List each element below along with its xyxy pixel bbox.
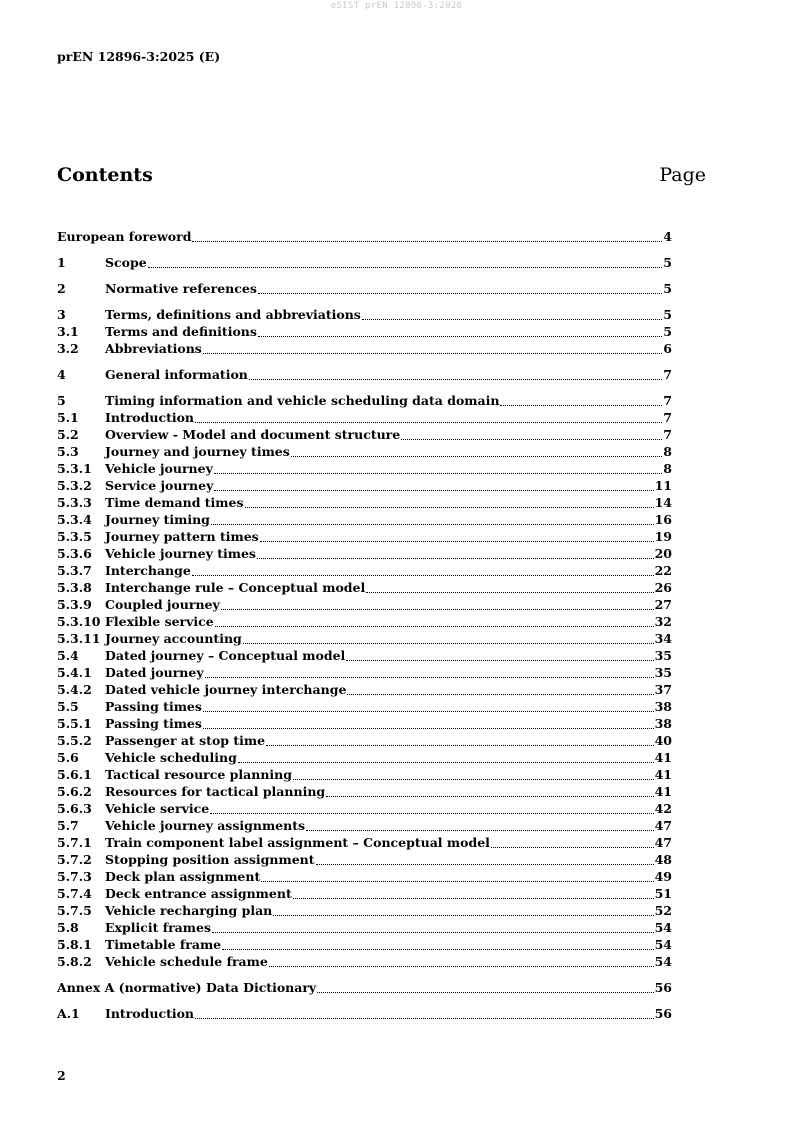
toc-entry-title: Journey accounting xyxy=(105,631,242,646)
toc-entry[interactable] xyxy=(57,869,672,886)
toc-entry-page: 4 xyxy=(663,229,672,244)
toc-entry-title: Timing information and vehicle scheduling data domain xyxy=(105,393,500,408)
toc-entry-page: 38 xyxy=(654,699,672,714)
toc-entry-number: 5.3.2 xyxy=(57,478,92,493)
toc-entry-number: 5.7 xyxy=(57,818,79,833)
toc-entry-page: 5 xyxy=(663,307,672,322)
toc-entry-page: 51 xyxy=(654,886,672,901)
toc-dot-leader xyxy=(210,812,653,814)
toc-entry[interactable] xyxy=(57,529,672,546)
toc-dot-leader xyxy=(362,318,662,320)
toc-dot-leader xyxy=(366,591,653,593)
toc-entry-number: 3.1 xyxy=(57,324,79,339)
toc-dot-leader xyxy=(221,608,654,610)
toc-entry-title: Journey timing xyxy=(105,512,210,527)
toc-entry[interactable] xyxy=(57,410,672,427)
toc-dot-leader xyxy=(243,642,654,644)
toc-entry-page: 7 xyxy=(663,393,672,408)
toc-dot-leader xyxy=(261,880,653,882)
toc-entry-page: 47 xyxy=(654,818,672,833)
toc-entry-page: 27 xyxy=(654,597,672,612)
toc-entry-number: 5.6.3 xyxy=(57,801,92,816)
toc-entry-title: Interchange xyxy=(105,563,191,578)
toc-entry[interactable] xyxy=(57,563,672,580)
toc-dot-leader xyxy=(260,540,654,542)
toc-dot-leader xyxy=(306,829,654,831)
toc-entry-title: Deck entrance assignment xyxy=(105,886,292,901)
toc-entry-number: 5.3 xyxy=(57,444,79,459)
toc-dot-leader xyxy=(148,266,663,268)
toc-entry[interactable] xyxy=(57,631,672,648)
toc-entry-title: Vehicle scheduling xyxy=(105,750,237,765)
toc-entry-number: A.1 xyxy=(57,1006,80,1021)
toc-entry-page: 47 xyxy=(654,835,672,850)
toc-dot-leader xyxy=(258,292,662,294)
toc-entry-number: 5.3.1 xyxy=(57,461,92,476)
toc-entry-page: 32 xyxy=(654,614,672,629)
toc-entry-title: Interchange rule – Conceptual model xyxy=(105,580,366,595)
toc-entry-number: 5.7.2 xyxy=(57,852,92,867)
toc-entry-title: Vehicle recharging plan xyxy=(105,903,273,918)
toc-entry-title: Terms and definitions xyxy=(105,324,257,339)
toc-entry-number: 5.7.3 xyxy=(57,869,92,884)
toc-entry-number: 5.7.5 xyxy=(57,903,92,918)
toc-entry-page: 38 xyxy=(654,716,672,731)
toc-dot-leader xyxy=(266,744,654,746)
toc-entry[interactable] xyxy=(57,461,672,478)
toc-entry-page: 7 xyxy=(663,367,672,382)
toc-entry[interactable] xyxy=(57,835,672,852)
toc-entry-number: 5.5.2 xyxy=(57,733,92,748)
toc-entry-page: 56 xyxy=(654,1006,672,1021)
table-of-contents xyxy=(57,229,672,1023)
toc-entry[interactable] xyxy=(57,937,672,954)
toc-entry-title: Scope xyxy=(105,255,147,270)
toc-entry-page: 7 xyxy=(663,410,672,425)
toc-entry-page: 41 xyxy=(654,784,672,799)
watermark: oSIST prEN 12896-3:2026 xyxy=(330,1,463,11)
toc-entry-page: 56 xyxy=(654,980,672,995)
toc-entry-number: 5.3.5 xyxy=(57,529,92,544)
toc-entry[interactable] xyxy=(57,665,672,682)
toc-entry-page: 35 xyxy=(654,648,672,663)
toc-dot-leader xyxy=(257,557,654,559)
toc-entry-title: Deck plan assignment xyxy=(105,869,261,884)
toc-entry-title: Resources for tactical planning xyxy=(105,784,326,799)
toc-entry[interactable] xyxy=(57,801,672,818)
toc-entry-title: Overview - Model and document structure xyxy=(105,427,401,442)
toc-dot-leader xyxy=(203,352,662,354)
toc-entry[interactable] xyxy=(57,281,672,298)
page-column-label: Page xyxy=(659,164,706,186)
toc-entry[interactable] xyxy=(57,495,672,512)
toc-entry-page: 52 xyxy=(654,903,672,918)
toc-entry-title: Train component label assignment – Conceptual model xyxy=(105,835,490,850)
toc-entry[interactable] xyxy=(57,920,672,937)
document-id: prEN 12896-3:2025 (E) xyxy=(57,49,221,64)
toc-entry-page: 54 xyxy=(654,954,672,969)
toc-entry-title: Normative references xyxy=(105,281,257,296)
toc-dot-leader xyxy=(211,523,654,525)
toc-entry-number: 5.3.3 xyxy=(57,495,92,510)
toc-entry-number: 5.4 xyxy=(57,648,79,663)
toc-dot-leader xyxy=(238,761,654,763)
toc-entry[interactable] xyxy=(57,512,672,529)
toc-entry-number: 5.3.8 xyxy=(57,580,92,595)
toc-entry-number: 5.3.10 xyxy=(57,614,101,629)
toc-entry-page: 16 xyxy=(654,512,672,527)
toc-entry-title: Service journey xyxy=(105,478,214,493)
toc-entry-title: Passing times xyxy=(105,699,202,714)
toc-dot-leader xyxy=(293,897,654,899)
toc-dot-leader xyxy=(500,404,662,406)
toc-dot-leader xyxy=(195,1017,654,1019)
toc-entry[interactable] xyxy=(57,818,672,835)
toc-entry[interactable] xyxy=(57,886,672,903)
toc-entry-number: 5.7.1 xyxy=(57,835,92,850)
toc-entry-page: 20 xyxy=(654,546,672,561)
toc-dot-leader xyxy=(222,948,653,950)
toc-dot-leader xyxy=(326,795,653,797)
toc-entry-page: 5 xyxy=(663,281,672,296)
toc-entry-number: 5.5.1 xyxy=(57,716,92,731)
toc-entry-number: 5.6 xyxy=(57,750,79,765)
toc-entry-page: 8 xyxy=(663,461,672,476)
toc-entry[interactable] xyxy=(57,427,672,444)
toc-dot-leader xyxy=(203,727,654,729)
toc-entry-number: 3.2 xyxy=(57,341,79,356)
toc-entry[interactable] xyxy=(57,954,672,971)
toc-entry-page: 42 xyxy=(654,801,672,816)
toc-entry-page: 8 xyxy=(663,444,672,459)
toc-dot-leader xyxy=(317,991,653,993)
toc-entry-number: 5.5 xyxy=(57,699,79,714)
toc-entry-title: Abbreviations xyxy=(105,341,202,356)
toc-entry-title: Passing times xyxy=(105,716,202,731)
toc-entry-number: 5.8.1 xyxy=(57,937,92,952)
toc-entry-number: 5.1 xyxy=(57,410,79,425)
toc-entry[interactable] xyxy=(57,367,672,384)
toc-entry-number: 5.6.1 xyxy=(57,767,92,782)
toc-entry-number: 5.4.1 xyxy=(57,665,92,680)
toc-entry-page: 41 xyxy=(654,767,672,782)
toc-entry-number: 5.8.2 xyxy=(57,954,92,969)
toc-entry-title: Journey pattern times xyxy=(105,529,259,544)
toc-dot-leader xyxy=(214,489,653,491)
toc-entry[interactable] xyxy=(57,324,672,341)
toc-entry[interactable] xyxy=(57,307,672,324)
toc-entry-page: 7 xyxy=(663,427,672,442)
toc-entry-title: European foreword xyxy=(57,229,192,244)
toc-entry-number: 3 xyxy=(57,307,66,322)
toc-entry[interactable] xyxy=(57,597,672,614)
toc-entry-title: Vehicle journey xyxy=(105,461,213,476)
toc-entry-title: General information xyxy=(105,367,248,382)
toc-entry-title: Timetable frame xyxy=(105,937,222,952)
toc-entry-page: 26 xyxy=(654,580,672,595)
toc-dot-leader xyxy=(214,472,662,474)
toc-entry-title: Dated vehicle journey interchange xyxy=(105,682,347,697)
toc-entry[interactable] xyxy=(57,393,672,410)
toc-entry-title: Introduction xyxy=(105,410,195,425)
toc-dot-leader xyxy=(316,863,654,865)
toc-entry-number: 2 xyxy=(57,281,66,296)
toc-entry-title: Journey and journey times xyxy=(105,444,290,459)
toc-entry[interactable] xyxy=(57,580,672,597)
toc-entry[interactable] xyxy=(57,229,672,246)
contents-title: Contents xyxy=(57,164,153,186)
toc-entry-page: 49 xyxy=(654,869,672,884)
toc-entry[interactable] xyxy=(57,444,672,461)
toc-entry[interactable] xyxy=(57,750,672,767)
toc-entry[interactable] xyxy=(57,699,672,716)
toc-dot-leader xyxy=(347,693,653,695)
toc-dot-leader xyxy=(258,335,662,337)
toc-entry-title: Coupled journey xyxy=(105,597,220,612)
toc-dot-leader xyxy=(203,710,654,712)
toc-entry-title: Passenger at stop time xyxy=(105,733,266,748)
toc-entry-title: Vehicle service xyxy=(105,801,210,816)
toc-entry-title: Tactical resource planning xyxy=(105,767,292,782)
toc-entry-page: 14 xyxy=(654,495,672,510)
toc-entry[interactable] xyxy=(57,341,672,358)
toc-entry-title: Introduction xyxy=(105,1006,195,1021)
toc-dot-leader xyxy=(205,676,654,678)
toc-entry-page: 37 xyxy=(654,682,672,697)
toc-entry-page: 54 xyxy=(654,920,672,935)
toc-entry-title: Vehicle journey assignments xyxy=(105,818,306,833)
toc-entry-number: 5.3.9 xyxy=(57,597,92,612)
toc-dot-leader xyxy=(215,625,654,627)
toc-entry[interactable] xyxy=(57,784,672,801)
toc-entry-page: 22 xyxy=(654,563,672,578)
toc-entry-number: 5.3.7 xyxy=(57,563,92,578)
toc-entry-page: 41 xyxy=(654,750,672,765)
page-number: 2 xyxy=(57,1068,66,1083)
toc-entry-number: 5.4.2 xyxy=(57,682,92,697)
toc-entry-page: 11 xyxy=(654,478,672,493)
toc-entry-title: Explicit frames xyxy=(105,920,211,935)
toc-entry-number: 5 xyxy=(57,393,66,408)
toc-dot-leader xyxy=(195,421,662,423)
toc-entry[interactable] xyxy=(57,682,672,699)
toc-dot-leader xyxy=(291,455,663,457)
toc-dot-leader xyxy=(273,914,653,916)
toc-dot-leader xyxy=(401,438,662,440)
toc-entry-title: Vehicle journey times xyxy=(105,546,256,561)
toc-entry[interactable] xyxy=(57,255,672,272)
toc-dot-leader xyxy=(192,240,662,242)
toc-entry-number: 5.3.6 xyxy=(57,546,92,561)
toc-entry-number: 5.3.4 xyxy=(57,512,92,527)
toc-entry[interactable] xyxy=(57,546,672,563)
toc-entry-title: Dated journey – Conceptual model xyxy=(105,648,346,663)
toc-entry-title: Annex A (normative) Data Dictionary xyxy=(57,980,317,995)
toc-entry[interactable] xyxy=(57,648,672,665)
toc-entry[interactable] xyxy=(57,1006,672,1023)
toc-entry[interactable] xyxy=(57,733,672,750)
toc-entry[interactable] xyxy=(57,852,672,869)
toc-dot-leader xyxy=(192,574,654,576)
toc-entry-page: 35 xyxy=(654,665,672,680)
toc-entry-page: 54 xyxy=(654,937,672,952)
toc-dot-leader xyxy=(491,846,654,848)
toc-dot-leader xyxy=(293,778,654,780)
toc-entry[interactable] xyxy=(57,614,672,631)
toc-entry-page: 34 xyxy=(654,631,672,646)
toc-entry-page: 5 xyxy=(663,324,672,339)
toc-entry-number: 5.7.4 xyxy=(57,886,92,901)
toc-entry-title: Dated journey xyxy=(105,665,204,680)
toc-entry-number: 5.2 xyxy=(57,427,79,442)
toc-entry-page: 6 xyxy=(663,341,672,356)
toc-entry[interactable] xyxy=(57,980,672,997)
toc-entry-number: 1 xyxy=(57,255,66,270)
toc-dot-leader xyxy=(346,659,653,661)
toc-entry-title: Flexible service xyxy=(105,614,214,629)
toc-entry[interactable] xyxy=(57,767,672,784)
toc-entry-page: 5 xyxy=(663,255,672,270)
toc-dot-leader xyxy=(212,931,654,933)
toc-entry-page: 40 xyxy=(654,733,672,748)
toc-dot-leader xyxy=(245,506,654,508)
toc-entry[interactable] xyxy=(57,716,672,733)
toc-entry-number: 5.8 xyxy=(57,920,79,935)
toc-dot-leader xyxy=(269,965,654,967)
toc-dot-leader xyxy=(249,378,662,380)
toc-entry-title: Time demand times xyxy=(105,495,244,510)
toc-entry-page: 48 xyxy=(654,852,672,867)
toc-entry[interactable] xyxy=(57,903,672,920)
toc-entry-number: 5.3.11 xyxy=(57,631,101,646)
toc-entry-page: 19 xyxy=(654,529,672,544)
toc-entry-title: Stopping position assignment xyxy=(105,852,315,867)
toc-entry[interactable] xyxy=(57,478,672,495)
toc-entry-number: 5.6.2 xyxy=(57,784,92,799)
toc-entry-number: 4 xyxy=(57,367,66,382)
toc-entry-title: Vehicle schedule frame xyxy=(105,954,268,969)
toc-entry-title: Terms, definitions and abbreviations xyxy=(105,307,361,322)
